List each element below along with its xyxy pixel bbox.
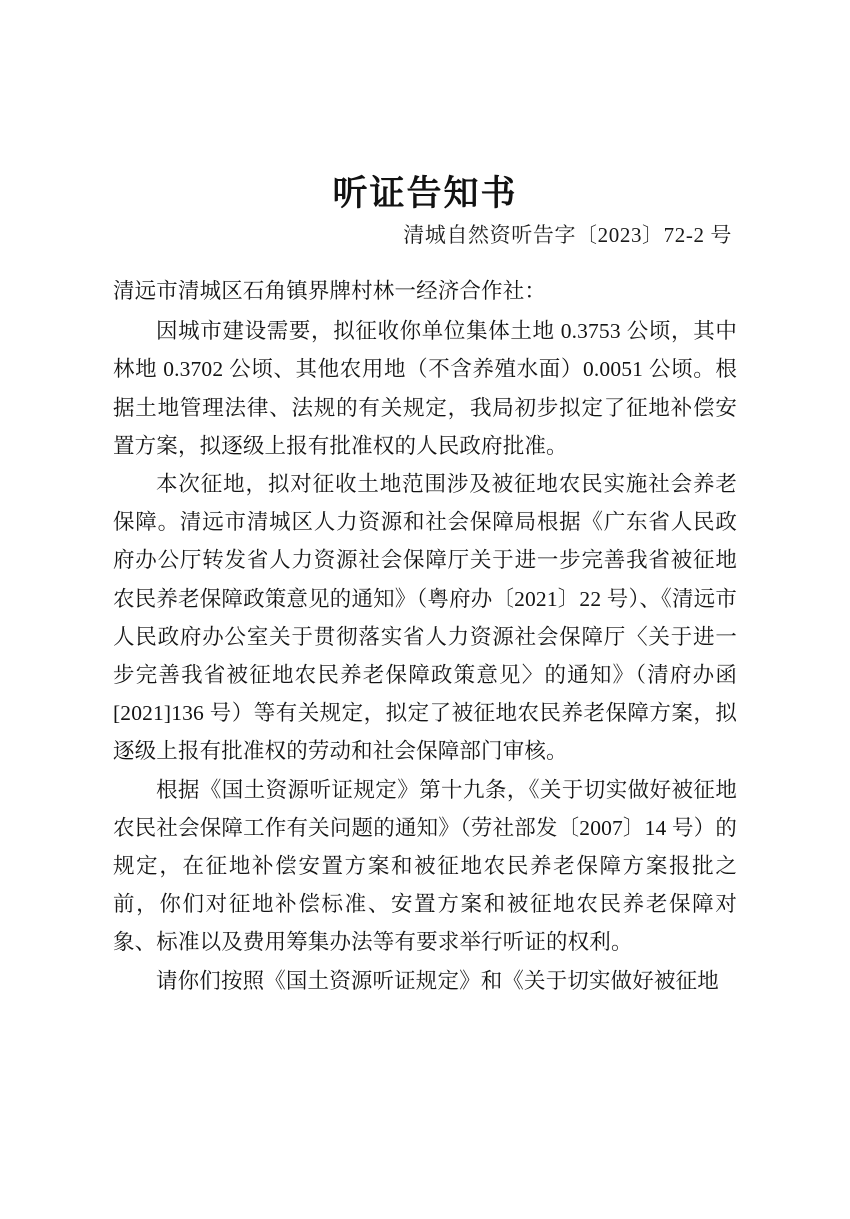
document-body [113,272,737,1000]
body-paragraph-1: 因城市建设需要，拟征收你单位集体土地 0.3753 公顷，其中林地 0.3702 公顷、其他农用地（不含养殖水面）0.0051 公顷。根据土地管理法律、法规的有关规定，我局初步拟定了征地补偿安置方案，拟逐级上报有批准权的人民政府批准。 [113,319,737,458]
body-paragraph-3: 根据《国土资源听证规定》第十九条，《关于切实做好被征地农民社会保障工作有关问题的通知》（劳社部发〔2007〕14 号）的规定，在征地补偿安置方案和被征地农民养老保障方案报批之前，你们对征地补偿标准、安置方案和被征地农民养老保障对象、标准以及费用筹集办法等有要求举行听证的权利。 [113,777,737,955]
document-serial-number: 清城自然资听告字〔2023〕72-2 号 [403,223,732,247]
addressee-line: 清远市清城区石角镇界牌村林一经济合作社： [113,279,547,303]
body-paragraph-4: 请你们按照《国土资源听证规定》和《关于切实做好被征地 [156,968,719,993]
page-title: 听证告知书 [332,174,518,214]
body-paragraph-2: 本次征地，拟对征收土地范围涉及被征地农民实施社会养老保障。清远市清城区人力资源和社会保障局根据《广东省人民政府办公厅转发省人力资源社会保障厅关于进一步完善我省被征地农民养老保障政策意见的通知》（粤府办〔2021〕22 号）、《清远市人民政府办公室关于贯彻落实省人力资源社会保障厅〈关于进一步完善我省被征地农民养老保障政策意见〉的通知》（清府办函[2021]136 号）等有关规定，拟定了被征地农民养老保障方案，拟逐级上报有批准权的劳动和社会保障部门审核。 [113,472,737,764]
